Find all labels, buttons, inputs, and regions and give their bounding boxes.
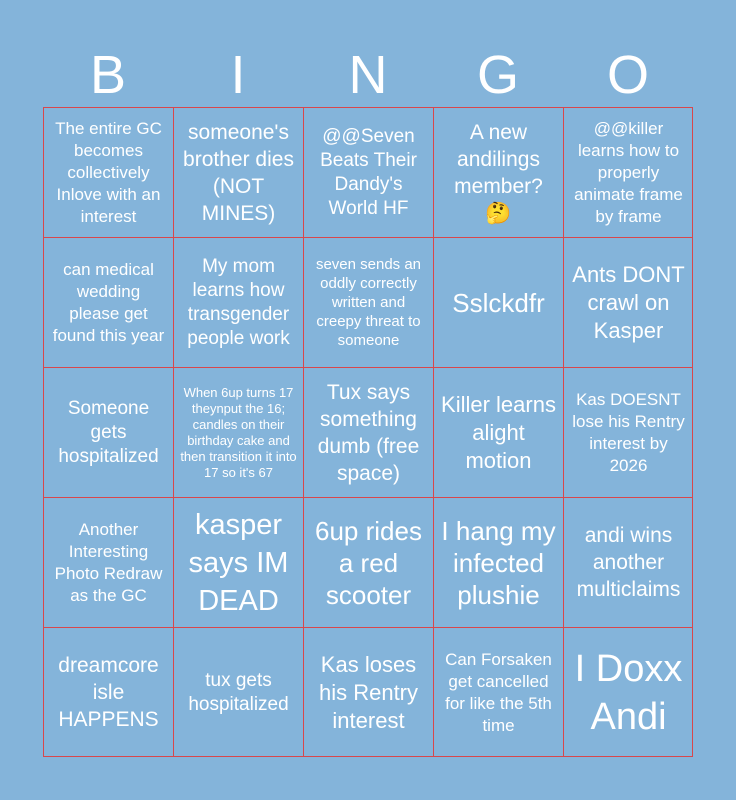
- bingo-cell[interactable]: Another Interesting Photo Redraw as the GC: [43, 497, 173, 627]
- bingo-cell[interactable]: Someone gets hospitalized: [43, 367, 173, 497]
- header-letter-b: B: [89, 45, 127, 105]
- bingo-cell[interactable]: I hang my infected plushie: [433, 497, 563, 627]
- header-letter-i: I: [230, 45, 246, 105]
- bingo-cell[interactable]: When 6up turns 17 theynput the 16; candles on their birthday cake and then transition it into 17 so it's 67: [173, 367, 303, 497]
- bingo-cell[interactable]: 6up rides a red scooter: [303, 497, 433, 627]
- header-letter-n: N: [348, 45, 388, 105]
- bingo-cell[interactable]: My mom learns how transgender people work: [173, 237, 303, 367]
- bingo-cell[interactable]: kasper says IM DEAD: [173, 497, 303, 627]
- bingo-cell[interactable]: Kas loses his Rentry interest: [303, 627, 433, 757]
- bingo-cell[interactable]: Killer learns alight motion: [433, 367, 563, 497]
- header-letter-g: G: [476, 45, 519, 105]
- bingo-cell[interactable]: @@Seven Beats Their Dandy's World HF: [303, 107, 433, 237]
- bingo-cell[interactable]: can medical wedding please get found this year: [43, 237, 173, 367]
- bingo-cell[interactable]: tux gets hospitalized: [173, 627, 303, 757]
- bingo-cell[interactable]: Tux says something dumb (free space): [303, 367, 433, 497]
- bingo-cell[interactable]: someone's brother dies (NOT MINES): [173, 107, 303, 237]
- bingo-cell[interactable]: A new andilings member? 🤔: [433, 107, 563, 237]
- bingo-grid: [43, 107, 693, 757]
- bingo-cell[interactable]: seven sends an oddly correctly written and creepy threat to someone: [303, 237, 433, 367]
- bingo-cell[interactable]: Can Forsaken get cancelled for like the 5th time: [433, 627, 563, 757]
- bingo-cell[interactable]: The entire GC becomes collectively Inlove with an interest: [43, 107, 173, 237]
- bingo-cell[interactable]: Kas DOESNT lose his Rentry interest by 2026: [563, 367, 693, 497]
- bingo-cell[interactable]: Sslckdfr: [433, 237, 563, 367]
- bingo-cell[interactable]: dreamcore isle HAPPENS: [43, 627, 173, 757]
- bingo-cell[interactable]: andi wins another multiclaims: [563, 497, 693, 627]
- bingo-cell[interactable]: @@killer learns how to properly animate frame by frame: [563, 107, 693, 237]
- bingo-cell[interactable]: I Doxx Andi: [563, 627, 693, 757]
- header-letter-o: O: [606, 45, 649, 105]
- bingo-header: [43, 44, 693, 106]
- bingo-cell[interactable]: Ants DONT crawl on Kasper: [563, 237, 693, 367]
